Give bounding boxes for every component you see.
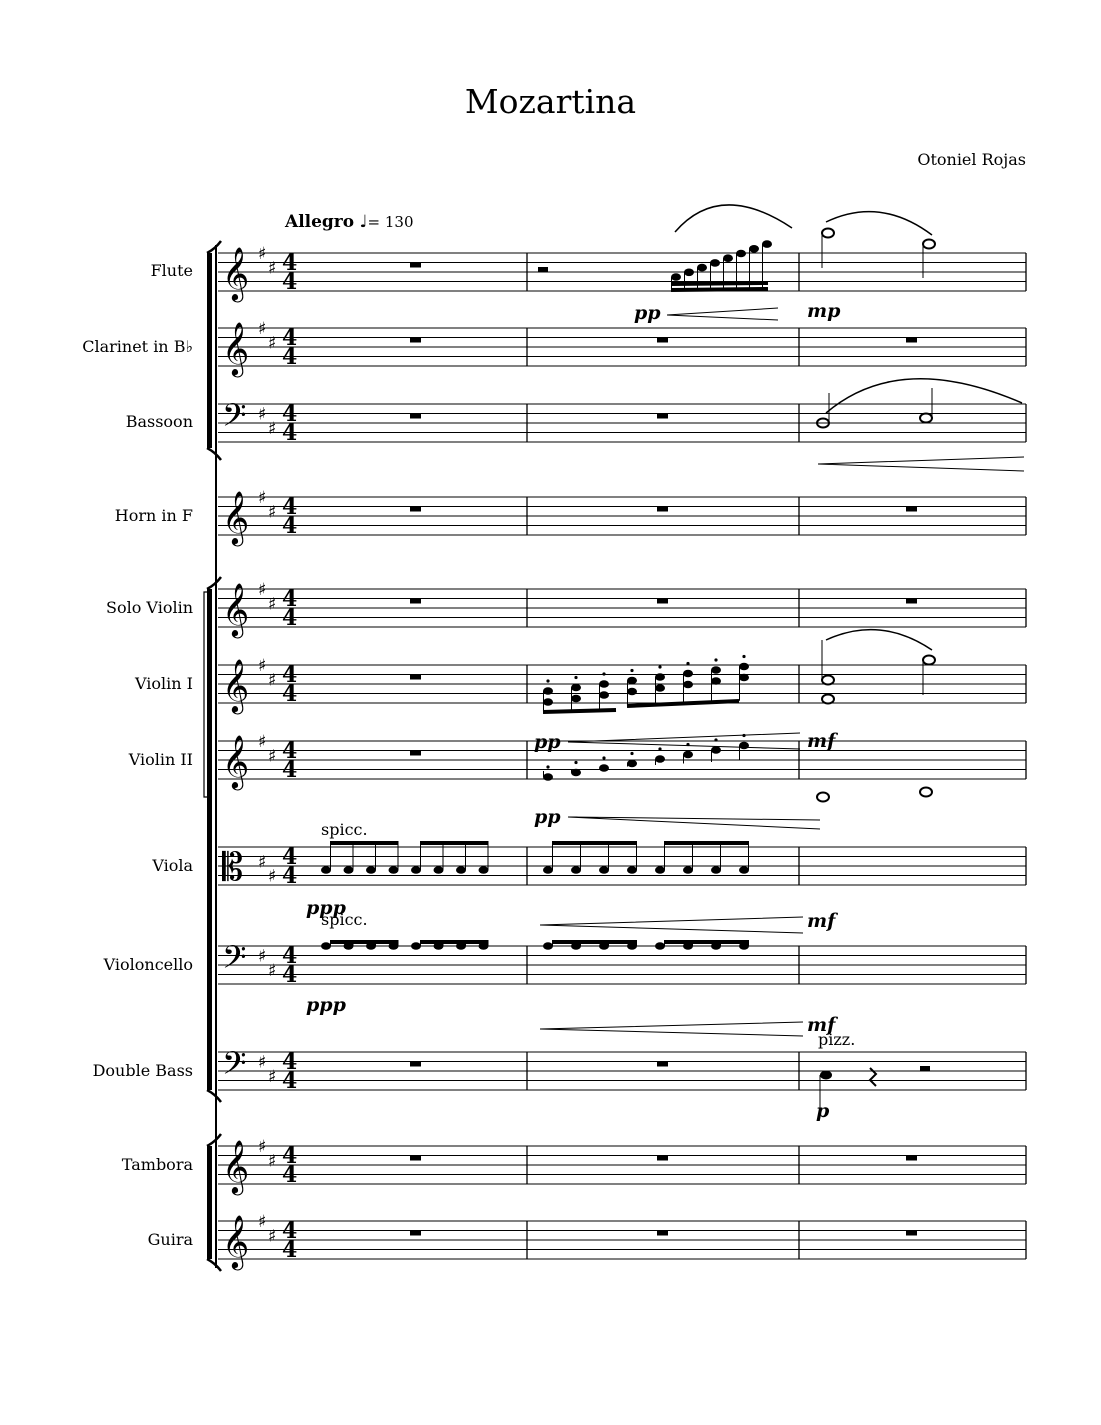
beam [627,701,739,706]
note-head [599,680,609,688]
note-head [627,677,637,685]
time-signature-digit: 4 [282,681,298,707]
beam [543,710,616,712]
staccato-dot [714,738,717,741]
slur [675,205,792,232]
instrument-label-violin-1: Violin I [135,674,193,693]
sharp-icon: ♯ [258,732,267,752]
staccato-dot [742,655,745,658]
dynamic-flute-m2: pp [634,302,661,324]
quarter-note-icon: ♩ [359,212,368,232]
staccato-dot [630,669,633,672]
bass-clef-icon: 𝄢 [222,1045,247,1089]
treble-clef-icon: 𝄞 [222,658,250,712]
staccato-dot [630,752,633,755]
dynamic-bass-m3: p [816,1100,830,1122]
time-signature-digit: 4 [282,605,298,631]
time-signature-digit: 4 [282,1068,298,1094]
whole-rest [410,1156,421,1161]
sharp-icon: ♯ [268,1226,277,1247]
note-head [683,751,693,759]
sharp-icon: ♯ [268,502,277,523]
time-signature-digit: 4 [282,962,298,988]
note-head [571,866,581,874]
note-head [627,760,637,768]
sharp-icon: ♯ [268,418,277,439]
treble-clef-icon: 𝄞 [222,734,250,788]
sharp-icon: ♯ [258,580,267,600]
whole-rest [410,1062,421,1067]
note-head [543,687,553,695]
note-head [739,742,749,750]
sharp-icon: ♯ [258,319,267,339]
treble-clef-icon: 𝄞 [222,246,250,300]
whole-rest [657,1156,668,1161]
note-head [655,942,665,950]
note-head [683,670,693,678]
note-head [321,866,331,874]
note-head [456,866,466,874]
strings-bracket [207,589,212,1090]
time-signature-digit: 4 [282,325,298,351]
note-head [711,677,721,685]
whole-rest [657,414,668,419]
note-head [571,695,581,703]
time-signature-digit: 4 [282,250,298,276]
sharp-icon: ♯ [258,1137,267,1157]
staccato-dot [658,747,661,750]
dynamic-viola-m3: mf [807,910,836,932]
time-signature-digit: 4 [282,344,298,370]
whole-rest [906,507,917,512]
treble-clef-icon: 𝄞 [222,1214,250,1268]
time-signature-digit: 4 [282,738,298,764]
slur [826,630,932,650]
crescendo-hairpin [818,457,1024,471]
woodwind-bracket-bottom-hook [207,448,221,460]
note-head [389,866,399,874]
half-rest [538,267,548,272]
note-head [655,673,665,681]
staccato-dot [686,743,689,746]
alto-clef-icon: 𝄡 [222,845,244,889]
sharp-icon: ♯ [258,1052,267,1073]
note-head [710,259,720,267]
note-head [739,663,749,671]
half-note-head [822,695,834,704]
instrument-label-horn: Horn in F [114,506,193,525]
dynamic-violin1-m3: mf [807,730,836,752]
sharp-icon: ♯ [258,1212,267,1232]
crescendo-hairpin [667,308,778,320]
note-head [479,866,489,874]
staccato-dot [714,658,717,661]
instrument-label-bassoon: Bassoon [125,412,193,431]
instrument-label-violin-2: Violin II [128,750,193,769]
note-head [321,942,331,950]
dynamic-cello-m3: mf [807,1014,836,1036]
sharp-icon: ♯ [268,258,277,279]
time-signature-digit: 4 [282,420,298,446]
instrument-label-viola: Viola [152,856,193,875]
half-note-head [817,793,829,802]
staccato-dot [602,756,605,759]
note-head [711,866,721,874]
staff-lines [218,253,1026,1259]
note-head [543,698,553,706]
whole-rest [410,338,421,343]
whole-rest [657,599,668,604]
note-head [683,681,693,689]
instrument-label-double-bass: Double Bass [92,1061,193,1080]
time-signature-digit: 4 [282,1237,298,1263]
slur [826,379,1022,413]
sharp-icon: ♯ [268,1151,277,1172]
whole-rest [657,1231,668,1236]
expression-bass-pizz: pizz. [818,1030,856,1049]
note-head [736,250,746,258]
beam [671,283,768,284]
composer-name: Otoniel Rojas [917,150,1026,169]
half-note-head [822,229,834,238]
sharp-icon: ♯ [268,594,277,615]
sharp-icon: ♯ [258,946,267,967]
half-note-head [822,676,834,685]
time-signature-digit: 4 [282,269,298,295]
note-head [683,866,693,874]
note-head [711,666,721,674]
time-signature-digit: 4 [282,757,298,783]
treble-clef-icon: 𝄞 [222,1139,250,1193]
instrument-label-flute: Flute [150,261,193,280]
dynamic-violin1-m2: pp [534,731,561,753]
staccato-dot [602,672,605,675]
whole-rest [410,263,421,268]
note-head [697,264,707,272]
whole-rest [906,599,917,604]
slur [826,212,932,235]
staccato-dot [574,761,577,764]
note-head [749,245,759,253]
dynamic-viola-m1: ppp [306,897,346,919]
sharp-icon: ♯ [268,746,277,767]
staccato-dot [686,662,689,665]
note-head [711,746,721,754]
whole-rest [410,751,421,756]
sharp-icon: ♯ [268,333,277,354]
sharp-icon: ♯ [268,866,277,887]
tempo-bpm: = 130 [367,213,414,231]
half-note-head [923,240,935,249]
whole-rest [906,1156,917,1161]
instrument-label-clarinet: Clarinet in B♭ [82,337,193,356]
note-head [571,769,581,777]
sharp-icon: ♯ [268,670,277,691]
note-head [543,773,553,781]
expression-viola-spicc: spicc. [321,820,368,839]
half-note-head [920,414,932,423]
whole-rest [657,338,668,343]
note-head [434,866,444,874]
note-head [655,755,665,763]
staccato-dot [574,676,577,679]
instrument-label-violoncello: Violoncello [103,955,193,974]
clefs [222,244,297,1270]
note-head [739,866,749,874]
note-head [411,942,421,950]
tempo-text: Allegro [285,212,355,232]
system-brackets [204,241,221,1271]
sharp-icon: ♯ [258,404,267,425]
beam [671,289,768,290]
sharp-icon: ♯ [258,244,267,264]
note-head [366,866,376,874]
whole-rest [410,675,421,680]
sharp-icon: ♯ [258,852,267,873]
crescendo-hairpin [568,817,820,829]
treble-clef-icon: 𝄞 [222,582,250,636]
note-head [543,942,553,950]
strings-bracket-top-hook [207,577,221,589]
crescendo-hairpin [540,917,803,933]
woodwind-bracket [207,253,212,448]
time-signature-digit: 4 [282,1218,298,1244]
bass-clef-icon: 𝄢 [222,397,247,441]
crescendo-hairpin [540,1022,803,1036]
dynamic-flute-m3: mp [807,300,841,322]
instrument-label-guira: Guira [147,1230,193,1249]
sharp-icon: ♯ [268,960,277,981]
instrument-label-solo-violin: Solo Violin [106,598,193,617]
time-signature-digit: 4 [282,586,298,612]
expression-cello-spicc: spicc. [321,910,368,929]
note-head [671,273,681,281]
time-signature-digit: 4 [282,662,298,688]
half-note-head [923,656,935,665]
whole-rest [410,599,421,604]
percussion-bracket-bottom-hook [207,1259,221,1271]
note-head [684,269,694,277]
sharp-icon: ♯ [268,1066,277,1087]
note-head [543,866,553,874]
whole-rest [906,338,917,343]
time-signature-digit: 4 [282,401,298,427]
score-title: Mozartina [464,82,637,121]
whole-rest [410,414,421,419]
time-signature-digit: 4 [282,844,298,870]
whole-rest [410,507,421,512]
staccato-dot [742,734,745,737]
percussion-bracket [207,1146,212,1259]
treble-clef-icon: 𝄞 [222,490,250,544]
staccato-dot [546,679,549,682]
strings-bracket-bottom-hook [207,1090,221,1102]
note-head [627,688,637,696]
time-signature-digit: 4 [282,1162,298,1188]
note-head [599,764,609,772]
note-head [344,866,354,874]
note-head [820,1071,832,1080]
time-signature-digit: 4 [282,1143,298,1169]
note-head [571,684,581,692]
sharp-icon: ♯ [258,656,267,676]
whole-rest [906,1231,917,1236]
half-rest [920,1066,930,1071]
staccato-dot [658,665,661,668]
note-head [655,866,665,874]
dynamic-cello-m1: ppp [306,994,346,1016]
staccato-dot [546,765,549,768]
whole-rest [657,1062,668,1067]
treble-clef-icon: 𝄞 [222,321,250,375]
time-signature-digit: 4 [282,1049,298,1075]
instrument-label-tambora: Tambora [121,1155,193,1174]
percussion-bracket-top-hook [207,1134,221,1146]
note-head [762,240,772,248]
dynamic-violin2-m2: pp [534,806,561,828]
time-signature-digit: 4 [282,513,298,539]
sharp-icon: ♯ [258,488,267,508]
note-head [599,691,609,699]
note-head [627,866,637,874]
note-head [739,674,749,682]
half-note-head [920,788,932,797]
note-head [411,866,421,874]
time-signature-digit: 4 [282,863,298,889]
time-signature-digit: 4 [282,943,298,969]
woodwind-bracket-top-hook [207,241,221,253]
time-signature-digit: 4 [282,494,298,520]
note-head [599,866,609,874]
whole-rest [657,507,668,512]
whole-rest [410,1231,421,1236]
note-head [723,254,733,262]
note-head [655,684,665,692]
bass-clef-icon: 𝄢 [222,939,247,983]
